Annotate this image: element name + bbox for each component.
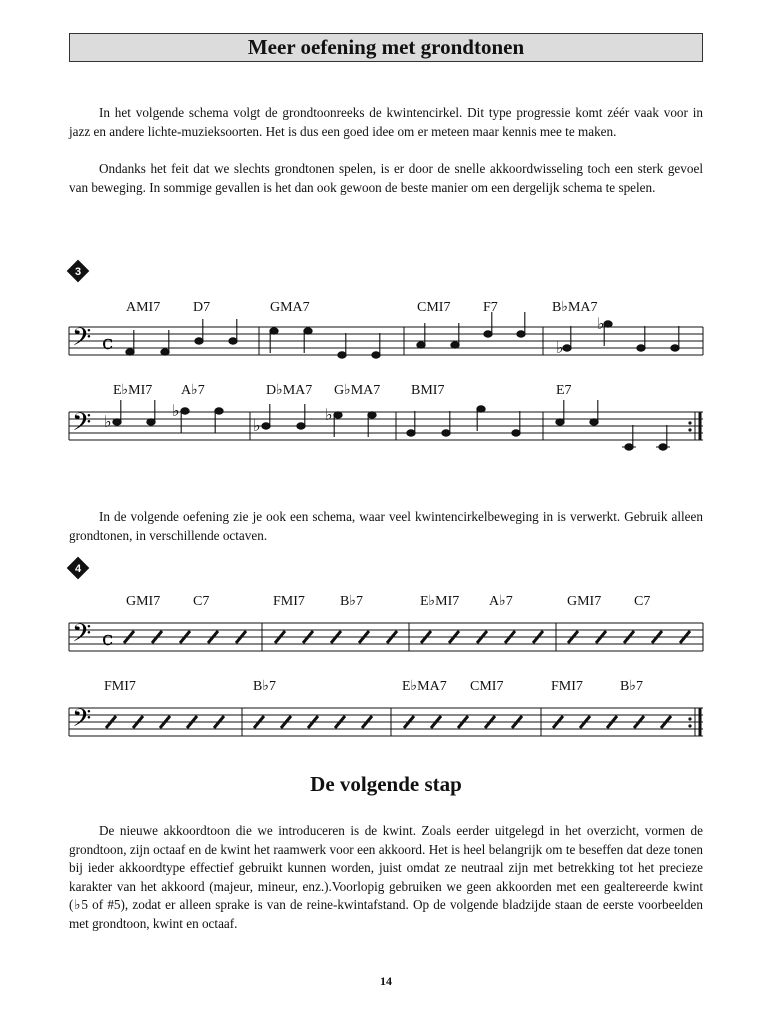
example-4-chords-row-2 [104, 679, 643, 694]
chord-symbol: B♭7 [620, 679, 643, 694]
bass-clef-icon: 𝄢 [72, 323, 92, 358]
chord-symbol: F7 [483, 300, 498, 315]
chord-symbol: A♭7 [489, 594, 513, 609]
chord-symbol: B♭7 [340, 594, 363, 609]
middle-paragraph: In de volgende oefening zie je ook een schema, waar veel kwintencirkelbeweging in is verwerkt. Gebruik alleen grondtonen, in verschillende octaven. [69, 509, 703, 543]
chord-symbol: FMI7 [273, 594, 305, 609]
flat-icon: ♭ [172, 401, 180, 420]
flat-accidentals-row-1 [556, 314, 605, 357]
bass-clef-icon: 𝄢 [72, 408, 92, 443]
chord-symbol: C7 [193, 594, 210, 609]
section-paragraph: De nieuwe akkoordtoon die we introduceren is de kwint. Zoals eerder uitgelegd in het overzicht, vormen de grondtoon, zijn octaaf en de kwint het raamwerk voor een akkoord. Het is heel belangrijk om te beseffen dat deze tonen bij ieder akkoordtype effectief gebruikt kunnen worden, juist omdat ze neutraal zijn met betrekking tot het precieze karakter van het akkoord (majeur, mineur, enz.).Voorlopig gebruiken we geen akkoorden met een gealtereerde kwint (♭5 of #5), zodat er alleen sprake is van de reine-kwintafstand. Op de volgende bladzijde staan de eerste voorbeelden met grondtoon, kwint en octaaf. [69, 823, 703, 931]
bass-clef-icon: 𝄢 [72, 704, 92, 739]
flat-icon: ♭ [104, 412, 112, 431]
page-number: 14 [380, 974, 392, 988]
flat-icon: ♭ [597, 314, 605, 333]
chord-symbol: E7 [556, 383, 572, 398]
chord-symbol: FMI7 [104, 679, 136, 694]
example-3-badge [67, 260, 90, 283]
bass-clef-icon: 𝄢 [72, 619, 92, 654]
page-title: Meer oefening met grondtonen [247, 35, 525, 59]
chord-symbol: C7 [634, 594, 651, 609]
chord-symbol: G♭MA7 [334, 383, 381, 398]
example-4-notation [0, 555, 772, 739]
chord-symbol: E♭MI7 [420, 594, 460, 609]
flat-icon: ♭ [325, 405, 333, 424]
chord-symbol: GMI7 [126, 594, 161, 609]
example-3-chords-row-1 [126, 300, 598, 315]
chord-symbol: CMI7 [470, 679, 504, 694]
example-4-chords-row-1 [126, 594, 650, 609]
staff-3-row-2 [69, 412, 703, 440]
chord-symbol: BMI7 [411, 383, 445, 398]
chord-symbol: E♭MI7 [113, 383, 153, 398]
flat-icon: ♭ [556, 338, 564, 357]
chord-symbol: GMA7 [270, 300, 310, 315]
example-3-notation [0, 255, 772, 485]
section-title: De volgende stap [310, 772, 462, 796]
example-3-number: 3 [74, 266, 82, 278]
time-signature: c [102, 626, 114, 650]
chord-symbol: AMI7 [126, 300, 161, 315]
chord-symbol: B♭MA7 [552, 300, 598, 315]
intro-paragraph-2: Ondanks het feit dat we slechts grondtonen spelen, is er door de snelle akkoordwisseling toch een sterk gevoel van beweging. In sommige gevallen is het dan ook gewoon de beste manier om een dergelijk schema te spelen. [69, 161, 703, 195]
example-4-badge [67, 557, 90, 580]
staff-4-row-1 [69, 623, 703, 651]
chord-symbol: GMI7 [567, 594, 602, 609]
chord-symbol: B♭7 [253, 679, 276, 694]
flat-accidentals-row-2 [104, 401, 333, 435]
chord-symbol: D7 [193, 300, 211, 315]
intro-paragraph-1: In het volgende schema volgt de grondtoonreeks de kwintencirkel. Dit type progressie komt zéér vaak voor in jazz en andere lichte-muzieksoorten. Het is dus een goed idee om er meteen maar kennis mee te maken. [69, 105, 703, 139]
flat-icon: ♭ [253, 416, 261, 435]
notes-row-2 [113, 400, 670, 450]
page-title-bar [69, 33, 703, 62]
chord-symbol: FMI7 [551, 679, 583, 694]
example-3-chords-row-2 [113, 383, 572, 398]
chord-symbol: CMI7 [417, 300, 451, 315]
chord-symbol: E♭MA7 [402, 679, 447, 694]
chord-symbol: A♭7 [181, 383, 205, 398]
time-signature: c [102, 330, 114, 354]
chord-symbol: D♭MA7 [266, 383, 313, 398]
example-4-number: 4 [74, 563, 82, 575]
